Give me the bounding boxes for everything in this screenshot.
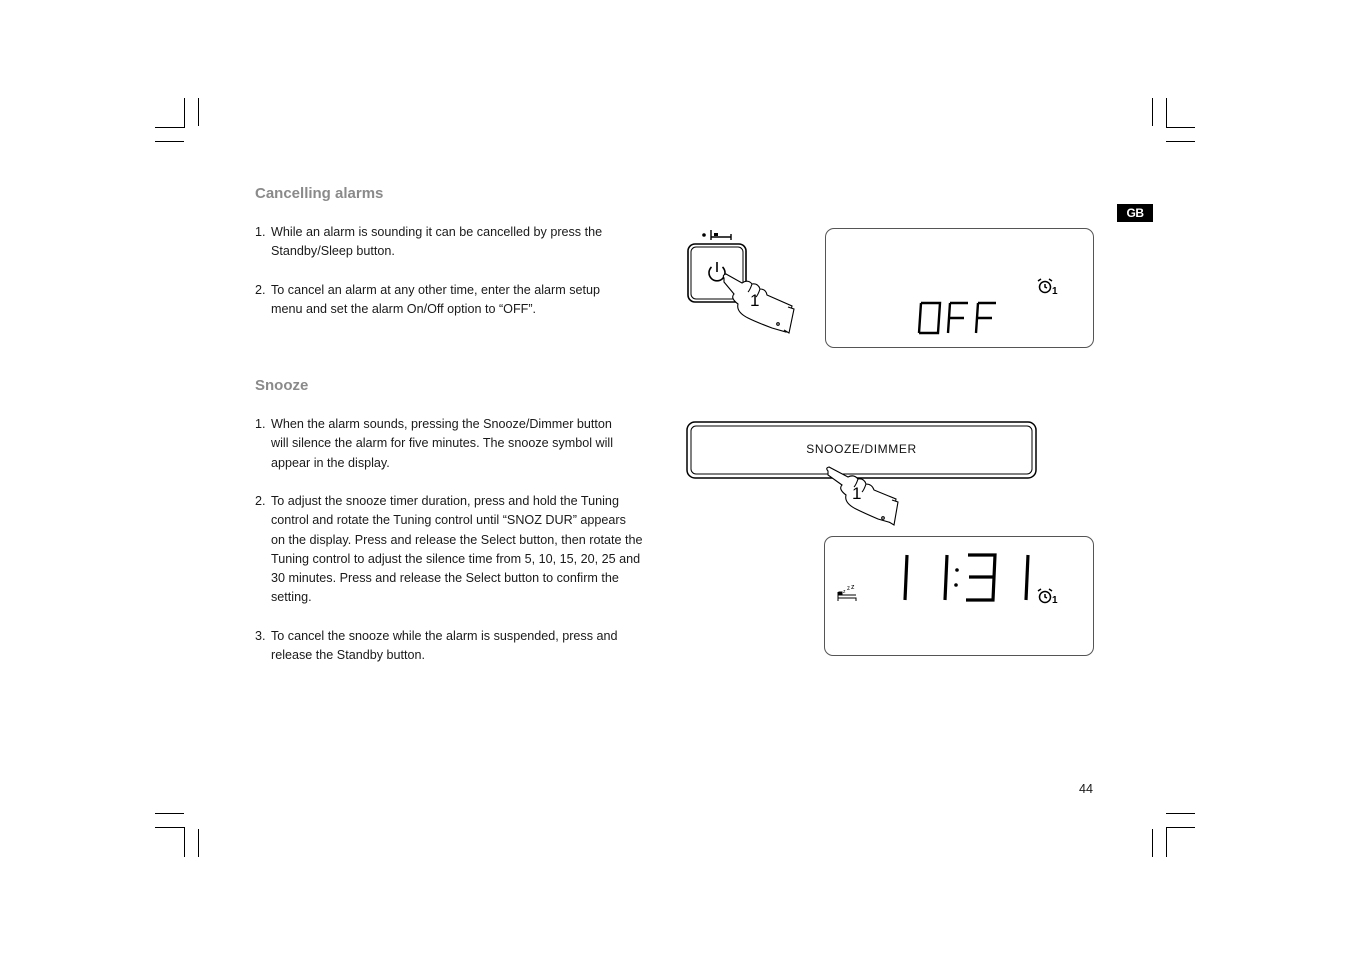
list-item <box>255 492 655 608</box>
lcd-off-segments <box>919 303 996 333</box>
list-item-number: 2. <box>255 283 266 297</box>
page-number: 44 <box>1079 782 1094 796</box>
list-item <box>255 415 655 473</box>
alarm-indicator: 1 <box>1052 286 1058 297</box>
list-item <box>255 627 655 666</box>
alarm-clock-icon <box>1038 589 1052 603</box>
svg-text:z: z <box>847 586 850 592</box>
section-title-snooze: Snooze <box>255 377 309 394</box>
snooze-zzz-icon <box>838 584 856 601</box>
pointing-hand-icon <box>827 467 898 525</box>
lcd-display-time <box>824 536 1094 656</box>
lcd-display-off <box>825 228 1094 348</box>
standby-button-figure <box>686 226 806 336</box>
alarm-indicator: 1 <box>1052 595 1058 606</box>
svg-text:z: z <box>843 589 846 595</box>
list-item-text: To cancel an alarm at any other time, enter the alarm setup menu and set the alarm On/Off option to “OFF”. <box>271 283 601 317</box>
snooze-hand-figure <box>820 465 900 527</box>
step-number: 1 <box>750 291 760 310</box>
svg-text:z: z <box>851 584 855 591</box>
list-item-number: 2. <box>255 494 266 508</box>
lcd-time-segments <box>905 555 1028 600</box>
language-badge: GB <box>1117 204 1153 222</box>
list-item <box>255 223 655 262</box>
snooze-dimmer-label: SNOOZE/DIMMER <box>806 442 917 456</box>
list-item-number: 3. <box>255 629 266 643</box>
step-number: 1 <box>852 484 862 503</box>
list-item-number: 1. <box>255 417 266 431</box>
section-title-cancelling: Cancelling alarms <box>255 185 384 202</box>
list-item-text: When the alarm sounds, pressing the Snooze/Dimmer button will silence the alarm for five minutes. The snooze symbol will appear in the display. <box>271 417 614 470</box>
alarm-clock-icon <box>1038 279 1052 293</box>
list-item-number: 1. <box>255 225 266 239</box>
list-item-text: To adjust the snooze timer duration, press and hold the Tuning control and rotate the Tuning control until “SNOZ DUR” appears on the display. Press and release the Select button, then rotate the Tuning control to adjust the silence time from 5, 10, 15, 20, 25 and 30 minutes. Press and release the Select button to confirm the setting. <box>271 494 643 605</box>
list-item-text: To cancel the snooze while the alarm is suspended, press and release the Standby button. <box>271 629 618 663</box>
list-item-text: While an alarm is sounding it can be cancelled by press the Standby/Sleep button. <box>271 225 603 259</box>
list-item <box>255 281 655 320</box>
sleep-bed-icon <box>702 230 731 240</box>
